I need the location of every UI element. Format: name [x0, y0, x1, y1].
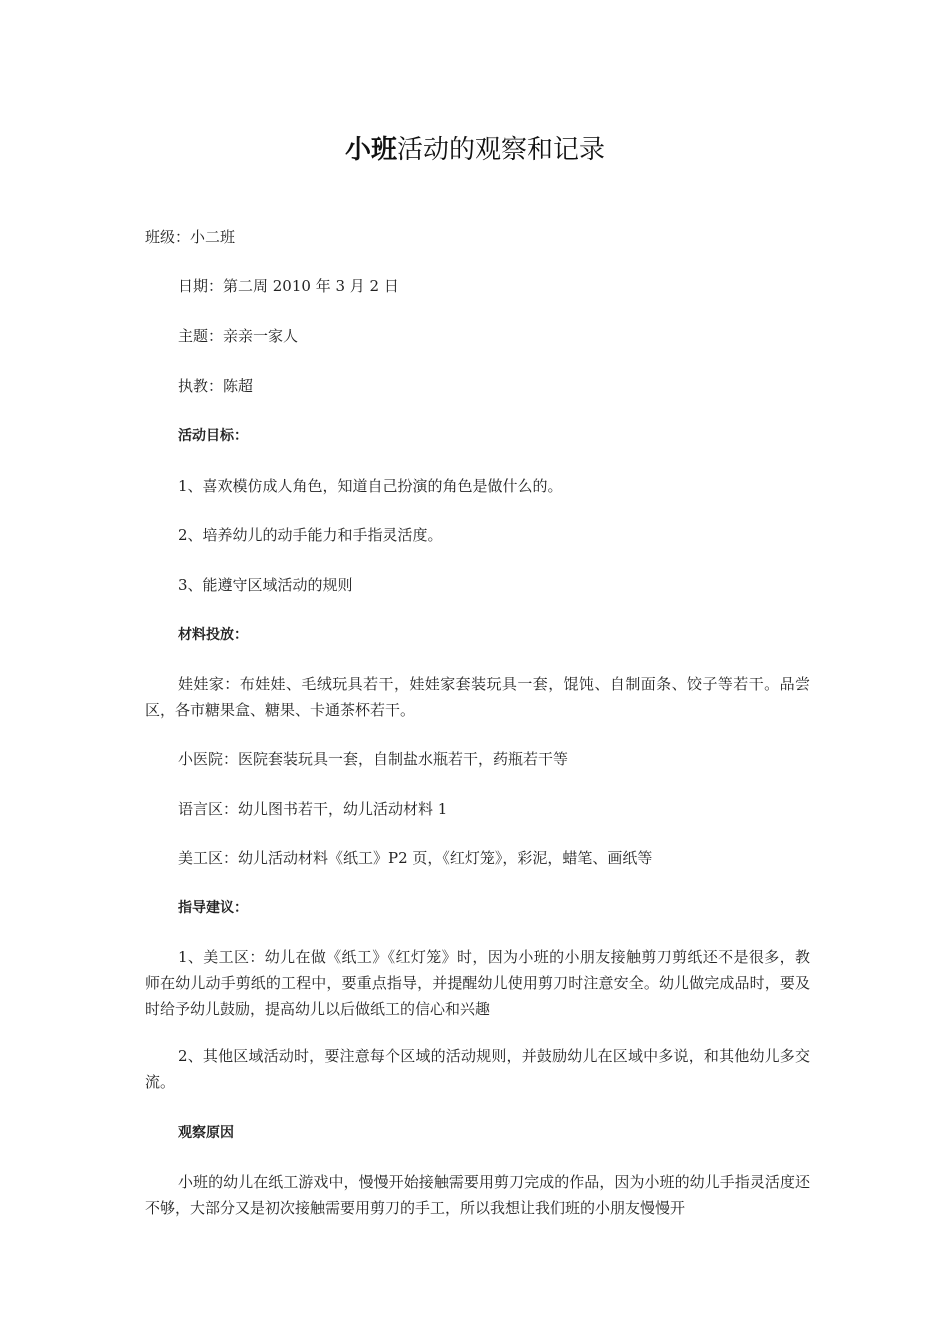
advice-heading: 指导建议：: [178, 900, 248, 916]
teacher-line: 执教：陈超: [178, 377, 254, 395]
goal-item: 2、培养幼儿的动手能力和手指灵活度。: [178, 526, 443, 544]
goal-item: 3、能遵守区域活动的规则: [178, 576, 353, 594]
materials-paragraph: 娃娃家：布娃娃、毛绒玩具若干，娃娃家套装玩具一套，馄饨、自制面条、饺子等若干。品尝区，各市糖果盒、糖果、卡通茶杯若干。: [145, 675, 810, 719]
document-title: [0, 130, 950, 170]
materials-line: 语言区：幼儿图书若干，幼儿活动材料 1: [178, 800, 448, 818]
advice-paragraph: 1、美工区：幼儿在做《纸工》《红灯笼》时，因为小班的小朋友接触剪刀剪纸还不是很多，教师在幼儿动手剪纸的工程中，要重点指导，并提醒幼儿使用剪刀时注意安全。幼儿做完成品时，要及时给予幼儿鼓励，提高幼儿以后做纸工的信心和兴趣: [145, 948, 810, 1018]
class-line: 班级：小二班: [145, 228, 236, 246]
reason-heading: 观察原因: [178, 1125, 234, 1141]
theme-line: 主题：亲亲一家人: [178, 327, 299, 345]
date-line: 日期：第二周 2010 年 3 月 2 日: [178, 277, 399, 295]
materials-line: 美工区：幼儿活动材料《纸工》P2 页，《红灯笼》，彩泥，蜡笔、画纸等: [178, 849, 653, 867]
goal-item: 1、喜欢模仿成人角色，知道自己扮演的角色是做什么的。: [178, 477, 563, 495]
goals-heading: 活动目标：: [178, 428, 248, 444]
materials-line: 小医院：医院套装玩具一套，自制盐水瓶若干，药瓶若干等: [178, 750, 569, 768]
title-rest-part: 活动的观察和记录: [397, 135, 606, 165]
reason-paragraph: 小班的幼儿在纸工游戏中，慢慢开始接触需要用剪刀完成的作品，因为小班的幼儿手指灵活度还不够，大部分又是初次接触需要用剪刀的手工，所以我想让我们班的小朋友慢慢开: [145, 1173, 810, 1217]
materials-heading: 材料投放：: [178, 627, 248, 643]
advice-paragraph: 2、其他区域活动时，要注意每个区域的活动规则，并鼓励幼儿在区域中多说，和其他幼儿多交流。: [145, 1047, 810, 1091]
title-bold-part: 小班: [344, 135, 397, 165]
